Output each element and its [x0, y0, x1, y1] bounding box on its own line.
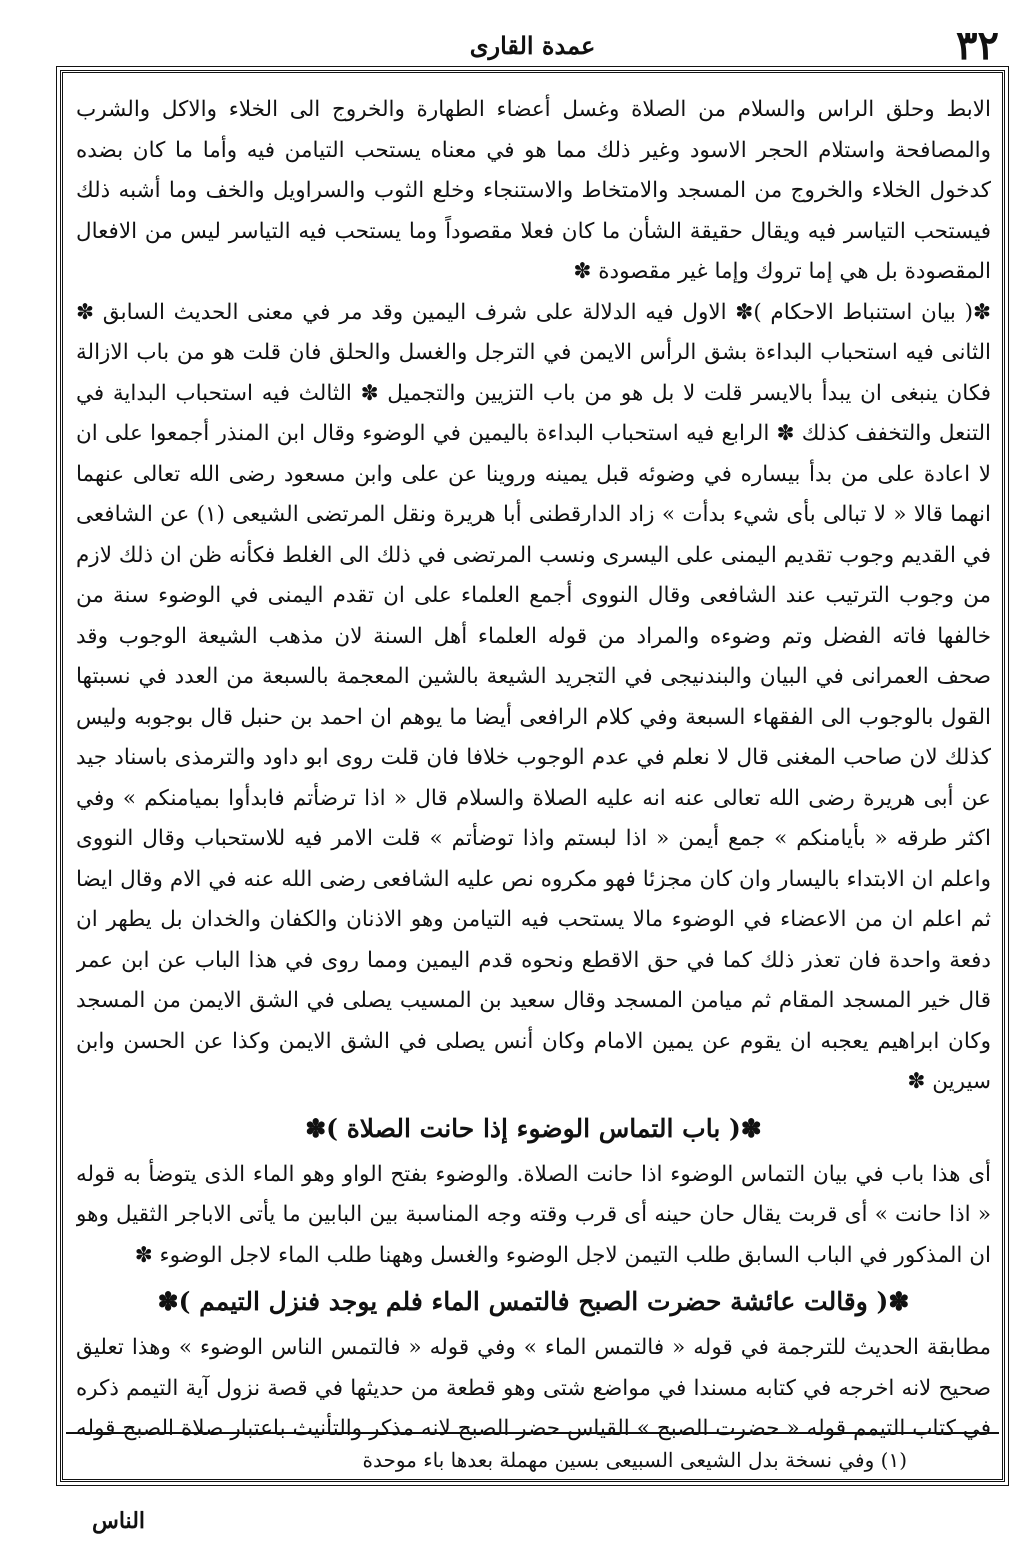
page-number: ٣٢ — [956, 22, 999, 69]
commentary-paragraph: ✽( بيان استنباط الاحكام )✽ الاول فيه الدلالة على شرف اليمين وقد مر في معنى الحديث السابق ✽ الثانى فيه استحباب البداءة بشق الرأس الايمن في الترجل والغسل والحلق فان قلت هو من باب الازالة فكان ينبغى ان يبدأ بالايسر قلت لا بل هو من باب التزيين والتجميل ✽ الثالث فيه استحباب البداية في التنعل والتخفف كذلك ✽ الرابع فيه استحباب البداءة باليمين في الوضوء وقال ابن المنذر أجمعوا على ان لا اعادة على من بدأ بيساره في وضوئه قبل يمينه وروينا عن على وابن مسعود رضى الله تعالى عنهما انهما قالا « لا تبالى بأى شيء بدأت » زاد الدارقطنى أبا هريرة ونقل المرتضى الشيعى (١) عن الشافعى في القديم وجوب تقديم اليمنى على اليسرى ونسب المرتضى في ذلك الى الغلط فكأنه ظن ان ذلك لازم من وجوب الترتيب عند الشافعى وقال النووى أجمع العلماء على ان تقدم اليمنى في الوضوء سنة من خالفها فاته الفضل وتم وضوءه والمراد من قوله العلماء أهل السنة لان مذهب الشيعة الوجوب وقد صحف العمرانى في البيان والبندنيجى في التجريد الشيعة بالشين المعجمة بالسبعة من العدد في نسبتها القول بالوجوب الى الفقهاء السبعة وفي كلام الرافعى أيضا ما يوهم ان احمد بن حنبل قال بوجوبه وليس كذلك لان صاحب المغنى قال لا نعلم في عدم الوجوب خلافا فان قلت روى ابو داود والترمذى باسناد جيد عن أبى هريرة رضى الله تعالى عنه انه عليه الصلاة والسلام قال « اذا ترضأتم فابدأوا بميامنكم » وفي اكثر طرقه « بأيامنكم » جمع أيمن « اذا لبستم واذا توضأتم » قلت الامر فيه للاستحباب وقال النووى واعلم ان الابتداء باليسار وان كان مجزئا فهو مكروه نص عليه الشافعى رضى الله عنه في الام وقال ايضا ثم اعلم ان من الاعضاء في الوضوء مالا يستحب فيه التيامن وهو الاذنان والكفان والخدان بل يطهر ان دفعة واحدة فان تعذر ذلك كما في حق الاقطع ونحوه قدم اليمين ومما روى في هذا الباب عن ابن عمر قال خير المسجد المقام ثم ميامن المسجد وقال سعيد بن المسيب يصلى في الشق الايمن من المسجد وكان ابراهيم يعجبه ان يقوم عن يمين الامام وكان أنس يصلى في الشق الايمن وكذا عن الحسن وابن سيرين ✽ — [76, 299, 991, 1094]
commentary-paragraph: الابط وحلق الراس والسلام من الصلاة وغسل أعضاء الطهارة والخروج الى الخلاء والاكل والشرب والمصافحة واستلام الحجر الاسود وغير ذلك مما هو في معناه يستحب التيامن فيه وأما ما كان بضده كدخول الخلاء والخروج من المسجد والامتخاط والاستنجاء وخلع الثوب والسراويل والخف وما أشبه ذلك فيستحب التياسر فيه ويقال حقيقة الشأن ما كان فعلا مقصوداً وما يستحب فيه التياسر ليس من الافعال المقصودة بل هي إما تروك وإما غير مقصودة ✽ — [76, 97, 991, 284]
running-head — [60, 22, 1005, 70]
footnote-divider — [66, 1432, 999, 1434]
hadith-heading: ✽( وقالت عائشة حضرت الصبح فالتمس الماء فلم يوجد فنزل التيمم )✽ — [157, 1287, 910, 1316]
commentary-paragraph: أى هذا باب في بيان التماس الوضوء اذا حانت الصلاة. والوضوء بفتح الواو وهو الماء الذى يتوضأ به قوله « اذا حانت » أى قربت يقال حان حينه أى قرب وقته وجه المناسبة بين البابين ما يأتى الاباجر الثقيل وهو ان المذكور في الباب السابق طلب التيمن لاجل الوضوء والغسل وههنا طلب الماء لاجل الوضوء ✽ — [76, 1161, 991, 1268]
commentary-paragraph: مطابقة الحديث للترجمة في قوله « فالتمس الماء » وفي قوله « فالتمس الناس الوضوء » وهذا تعليق صحيح لانه اخرجه في كتابه مسندا في مواضع شتى وهو قطعة من حديثها في قصة نزول آية التيمم ذكره في كتاب التيمم قوله « حضرت الصبح » القياس حضر الصبح لانه مذكر والتأنيث باعتبار صلاة الصبح قوله — [76, 1335, 991, 1441]
chapter-heading: ✽( باب التماس الوضوء إذا حانت الصلاة )✽ — [305, 1113, 762, 1143]
book-title: عمدة القارى — [469, 31, 596, 60]
footnote: (١) وفي نسخة بدل الشيعى السبيعى بسين مهملة بعدها باء موحدة — [362, 1448, 907, 1472]
main-text — [76, 90, 991, 1445]
catchword: الناس — [92, 1508, 146, 1534]
